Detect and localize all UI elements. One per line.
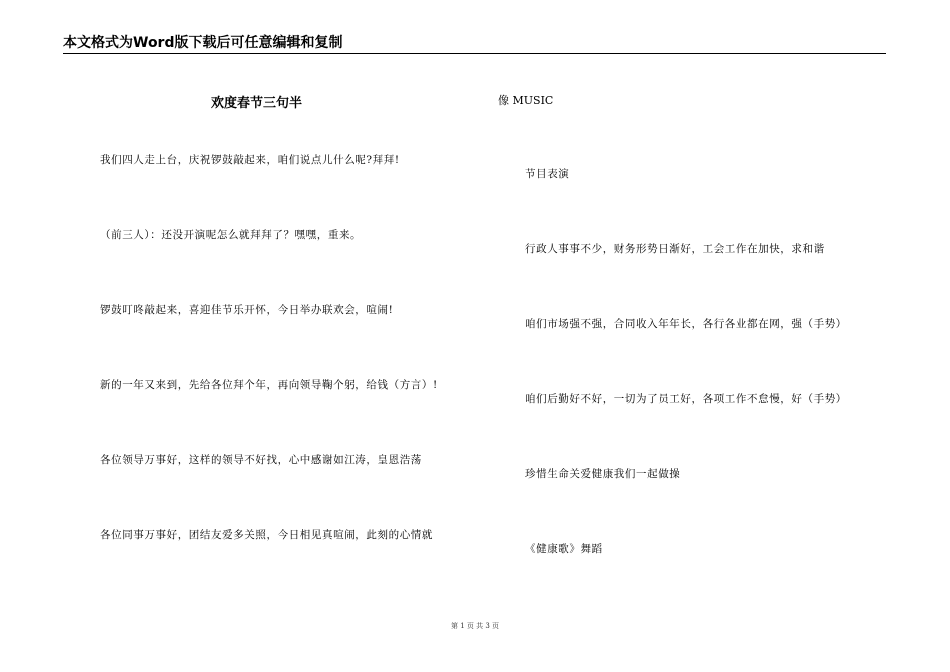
right-line-3: 咱们市场强不强，合同收入年年长，各行各业都在网，强（手势） xyxy=(525,318,847,330)
right-line-6: 《健康歌》舞蹈 xyxy=(525,543,603,555)
left-line-1: 我们四人走上台，庆祝锣鼓敲起来，咱们说点儿什么呢?拜拜! xyxy=(100,154,400,166)
left-line-6: 各位同事万事好，团结友爱多关照，今日相见真喧闹，此刻的心情就 xyxy=(100,529,433,541)
right-line-5: 珍惜生命关爱健康我们一起做操 xyxy=(525,468,681,480)
left-line-4: 新的一年又来到，先给各位拜个年，再向领导鞠个躬，给钱（方言）! xyxy=(100,379,438,391)
header-rule xyxy=(63,53,886,54)
top-right-text: 像 MUSIC xyxy=(498,94,554,107)
page-number-footer: 第 1 页 共 3 页 xyxy=(450,622,500,630)
right-line-1: 节目表演 xyxy=(525,168,570,180)
left-line-2: （前三人）：还没开演呢怎么就拜拜了？嘿嘿，重来。 xyxy=(100,229,362,241)
left-line-3: 锣鼓叮咚敲起来，喜迎佳节乐开怀，今日举办联欢会，喧闹! xyxy=(100,304,394,316)
right-line-4: 咱们后勤好不好，一切为了员工好，各项工作不怠慢，好（手势） xyxy=(525,393,847,405)
document-header: 本文格式为Word版下载后可任意编辑和复制 xyxy=(63,35,343,51)
document-title: 欢度春节三句半 xyxy=(211,96,303,111)
left-line-5: 各位领导万事好，这样的领导不好找，心中感谢如江涛，皇恩浩荡 xyxy=(100,454,422,466)
right-line-2: 行政人事事不少，财务形势日渐好，工会工作在加快，求和谐 xyxy=(525,243,825,255)
